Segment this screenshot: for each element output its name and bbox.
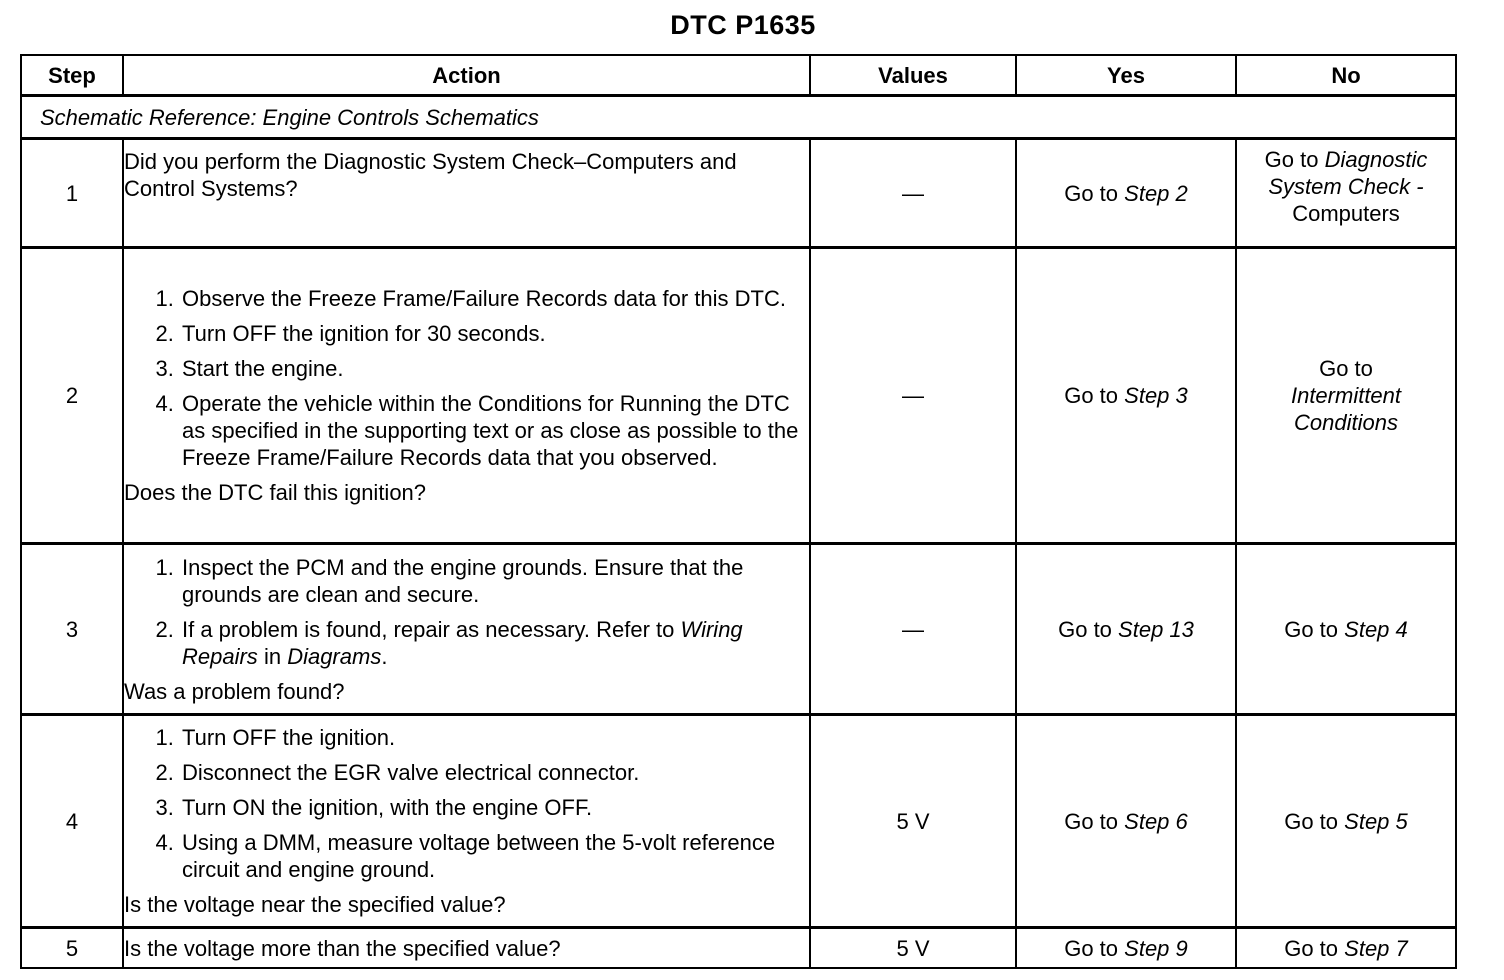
substep: 2. Disconnect the EGR valve electrical connector.: [180, 759, 809, 786]
action-cell: [123, 248, 810, 544]
no-cell: [1236, 928, 1456, 969]
goto-label: Go to: [1284, 616, 1339, 642]
substep: [180, 616, 809, 670]
no-link[interactable]: Step 5: [1344, 808, 1408, 834]
substep-text: If a problem is found, repair as necessary. Refer to: [182, 616, 675, 642]
page-title: DTC P1635: [670, 10, 816, 40]
yes-link[interactable]: Step 3: [1124, 383, 1188, 408]
goto-label: Go to: [1058, 616, 1112, 642]
step-question: Did you perform the Diagnostic System Check–Computers and Control Systems?: [124, 149, 737, 201]
yes-cell: [1016, 715, 1236, 928]
step-question: Is the voltage near the specified value?: [124, 892, 506, 917]
action-cell: [123, 928, 810, 969]
goto-label: Go to: [1319, 356, 1373, 381]
no-cell: [1236, 715, 1456, 928]
no-link[interactable]: Diagnostic System Check -: [1268, 147, 1428, 199]
action-cell: [123, 139, 810, 248]
action-cell: [123, 544, 810, 715]
value-cell: —: [810, 139, 1016, 248]
no-cell: [1236, 544, 1456, 715]
no-link[interactable]: Intermittent Conditions: [1290, 383, 1402, 435]
value-cell: —: [810, 248, 1016, 544]
step-question: Does the DTC fail this ignition?: [124, 480, 427, 505]
substep: 4. Operate the vehicle within the Conditions for Running the DTC as specified in the supporting text or as close as possible to the Freeze Frame/Failure Records data that you observed.: [180, 390, 809, 471]
table-row: [21, 928, 1456, 969]
no-link-suffix: Computers: [1292, 201, 1400, 226]
step-number: 2: [21, 248, 123, 544]
yes-link[interactable]: Step 2: [1124, 180, 1188, 206]
yes-link[interactable]: Step 13: [1118, 616, 1194, 642]
substep: 3. Turn ON the ignition, with the engine OFF.: [180, 794, 809, 821]
yes-link[interactable]: Step 6: [1124, 808, 1188, 834]
substep: 1. Observe the Freeze Frame/Failure Records data for this DTC.: [180, 285, 809, 312]
substep-list: [124, 724, 809, 883]
diagrams-link[interactable]: Diagrams: [287, 643, 382, 669]
yes-cell: [1016, 544, 1236, 715]
substep-text: .: [381, 643, 388, 669]
goto-label: Go to: [1284, 808, 1339, 834]
step-question: Was a problem found?: [124, 678, 345, 704]
schematic-reference-row: [21, 96, 1456, 139]
goto-label: Go to: [1264, 147, 1319, 172]
yes-cell: [1016, 248, 1236, 544]
substep-list: [124, 285, 809, 471]
step-number: 1: [21, 139, 123, 248]
yes-cell: [1016, 928, 1236, 969]
wiring-repairs-link[interactable]: Wiring Repairs: [182, 616, 743, 669]
step-number: 3: [21, 544, 123, 715]
header-values: Values: [810, 55, 1016, 96]
yes-cell: [1016, 139, 1236, 248]
substep: 1. Turn OFF the ignition.: [180, 724, 809, 751]
substep-text: in: [263, 643, 282, 669]
no-link[interactable]: Step 7: [1344, 935, 1408, 961]
no-cell: [1236, 139, 1456, 248]
header-step: Step: [21, 55, 123, 96]
header-no: No: [1236, 55, 1456, 96]
header-yes: Yes: [1016, 55, 1236, 96]
goto-label: Go to: [1064, 808, 1119, 834]
diagnostic-table: [20, 54, 1457, 969]
schematic-reference: Schematic Reference: Engine Controls Schematics: [21, 96, 1456, 139]
substep: 1. Inspect the PCM and the engine grounds. Ensure that the grounds are clean and secure.: [180, 554, 809, 608]
goto-label: Go to: [1064, 180, 1119, 206]
header-action: Action: [123, 55, 810, 96]
goto-label: Go to: [1284, 935, 1339, 961]
substep: 3. Start the engine.: [180, 355, 809, 382]
value-cell: —: [810, 544, 1016, 715]
substep: 2. Turn OFF the ignition for 30 seconds.: [180, 320, 809, 347]
step-number: 4: [21, 715, 123, 928]
table-row: [21, 248, 1456, 544]
goto-label: Go to: [1064, 935, 1119, 961]
table-header-row: [21, 55, 1456, 96]
action-cell: [123, 715, 810, 928]
substep: 4. Using a DMM, measure voltage between the 5-volt reference circuit and engine ground.: [180, 829, 809, 883]
no-cell: [1236, 248, 1456, 544]
yes-link[interactable]: Step 9: [1124, 935, 1188, 961]
table-row: [21, 544, 1456, 715]
value-cell: 5 V: [810, 928, 1016, 969]
table-row: [21, 715, 1456, 928]
step-question: Is the voltage more than the specified value?: [124, 935, 561, 961]
no-link[interactable]: Step 4: [1344, 616, 1408, 642]
table-row: [21, 139, 1456, 248]
step-number: 5: [21, 928, 123, 969]
substep-list: [124, 554, 809, 670]
goto-label: Go to: [1064, 383, 1119, 408]
value-cell: 5 V: [810, 715, 1016, 928]
